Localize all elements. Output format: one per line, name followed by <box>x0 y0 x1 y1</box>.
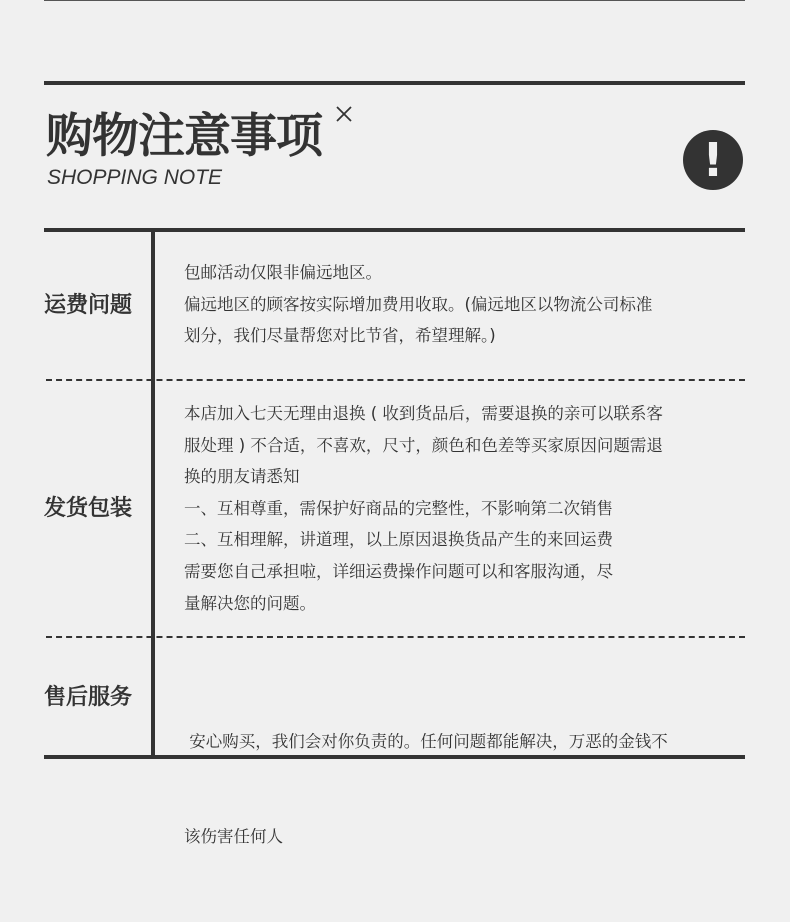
x-mark-icon <box>334 104 354 124</box>
page-title: 购物注意事项 <box>46 109 322 164</box>
text-line: 本店加入七天无理由退换 ( 收到货品后，需要退换的亲可以联系客 <box>184 404 663 423</box>
header-divider <box>44 81 745 85</box>
text-line: 一、互相尊重，需保护好商品的完整性，不影响第二次销售 <box>184 498 613 518</box>
exclamation-circle-icon: ! <box>683 130 743 190</box>
text-line: 需要您自己承担啦，详细运费操作问题可以和客服沟通，尽 <box>184 561 613 581</box>
table-bottom-border <box>44 755 745 759</box>
text-line: 偏远地区的顾客按实际增加费用收取。(偏远地区以物流公司标准 <box>184 294 653 314</box>
section-body-after-sales <box>184 663 724 884</box>
section-label-shipping-fee: 运费问题 <box>44 293 133 318</box>
text-line: 划分，我们尽量帮您对比节省，希望理解。) <box>184 326 496 346</box>
text-line: 安心购买，我们会对你负责的。任何问题都能解决，万恶的金钱不 <box>184 732 668 752</box>
text-line: 包邮活动仅限非偏远地区。 <box>184 263 382 282</box>
text-line: 服处理 ) 不合适，不喜欢，尺寸，颜色和色差等买家原因问题需退 <box>184 435 663 455</box>
text-line: 换的朋友请悉知 <box>184 467 300 487</box>
text-line: 该伤害任何人 <box>184 826 283 846</box>
top-divider <box>44 0 745 1</box>
page-subtitle: SHOPPING NOTE <box>47 166 223 189</box>
text-line: 量解决您的问题。 <box>184 593 316 613</box>
text-line: 二、互相理解，讲道理，以上原因退换货品产生的来回运费 <box>184 530 613 550</box>
section-divider <box>46 379 745 381</box>
section-body-shipping-packaging <box>184 398 724 619</box>
section-label-shipping-packaging: 发货包装 <box>44 496 133 521</box>
table-top-border <box>44 228 745 232</box>
section-body-shipping-fee <box>184 257 724 352</box>
section-label-after-sales: 售后服务 <box>44 685 133 710</box>
section-divider <box>46 636 745 638</box>
